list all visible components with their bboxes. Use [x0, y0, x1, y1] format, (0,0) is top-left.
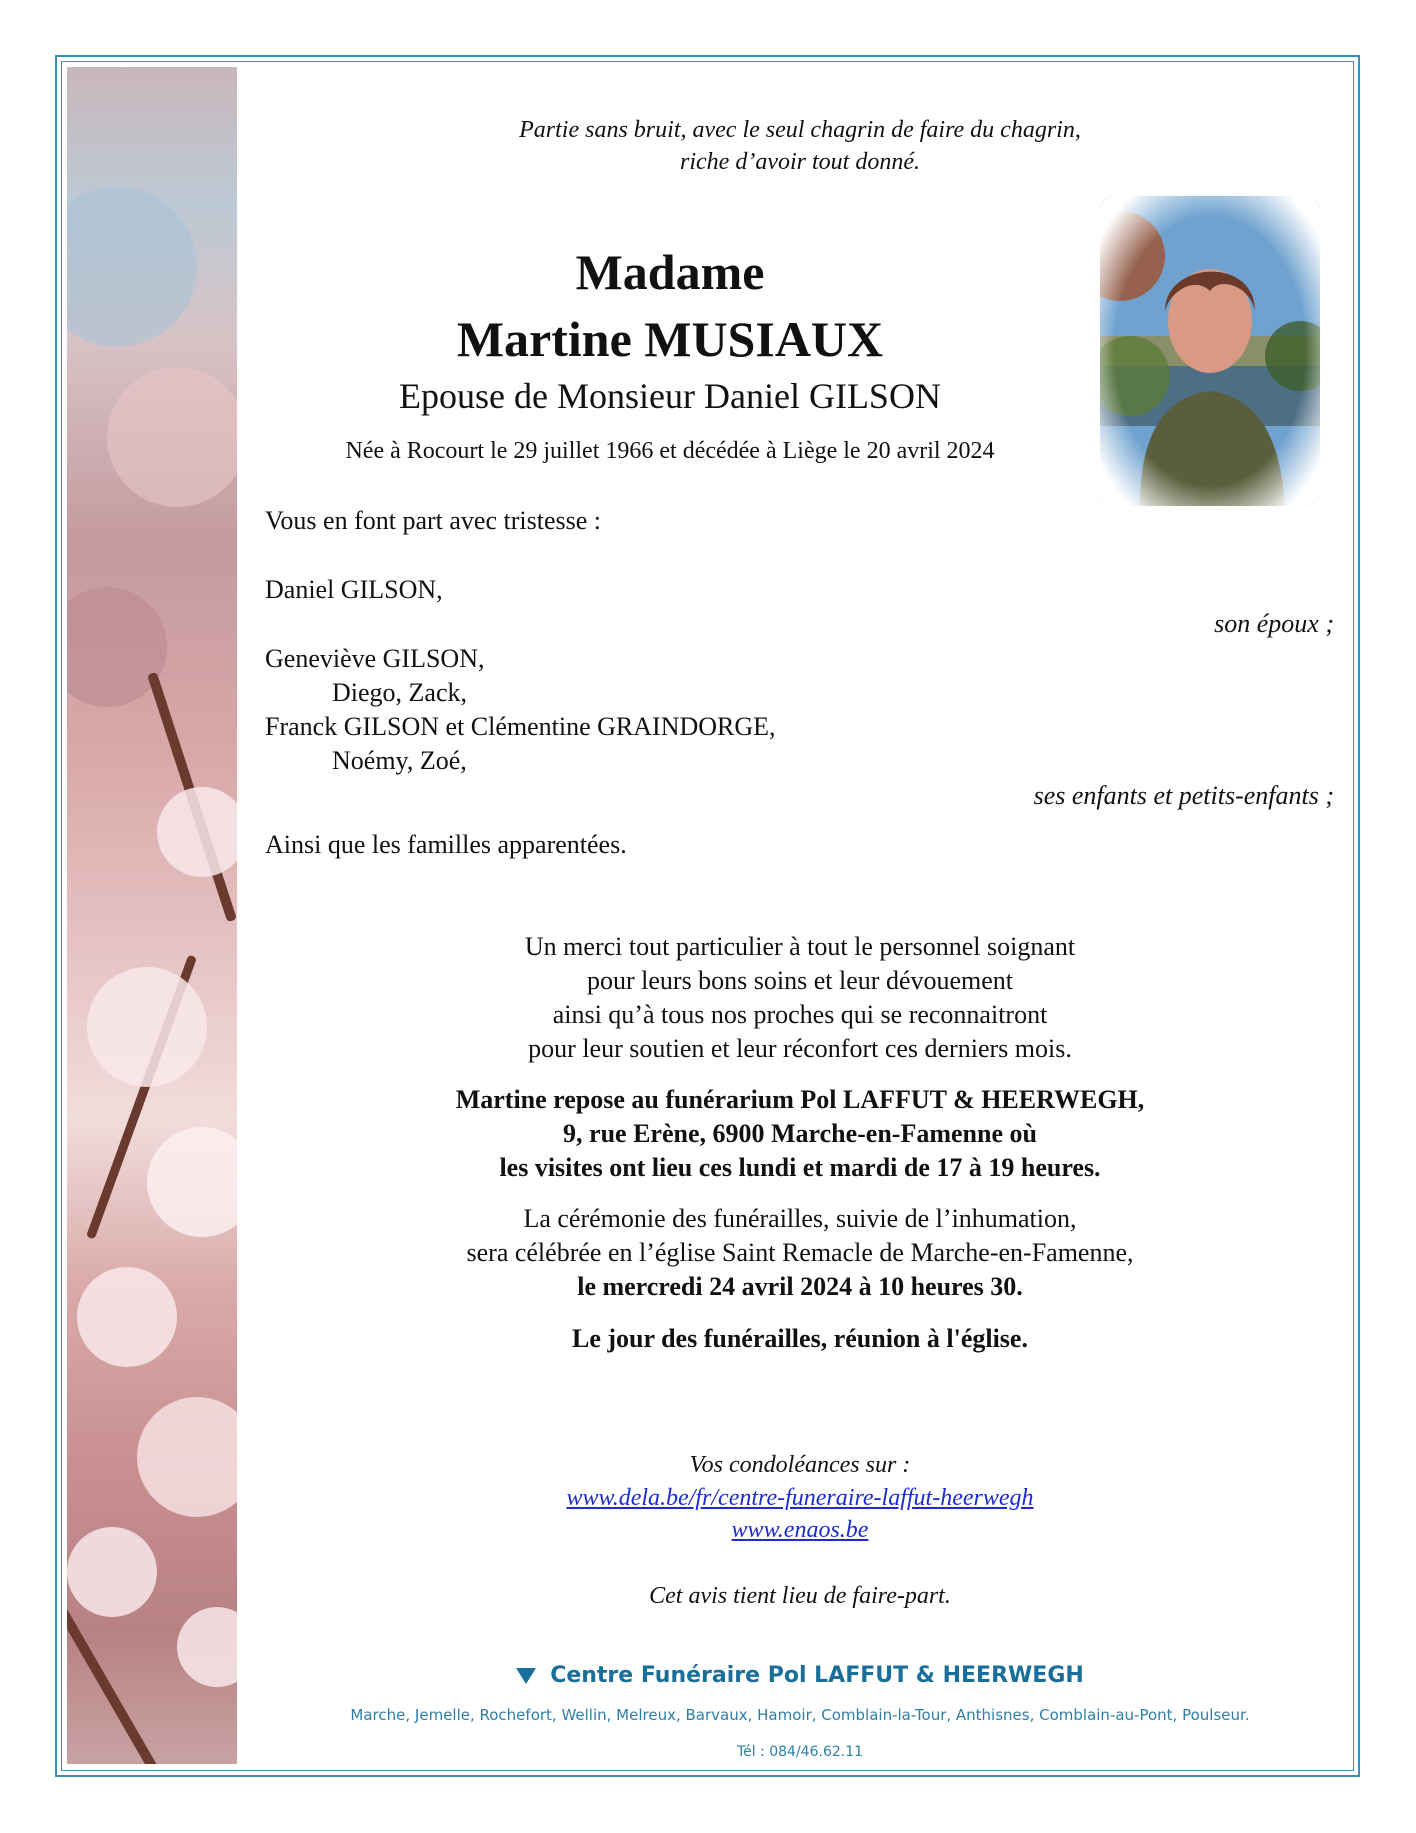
child-line: Franck GILSON et Clémentine GRAINDORGE, [265, 712, 776, 741]
thanks-line: Un merci tout particulier à tout le personnel soignant [524, 932, 1076, 961]
grandchildren-line: Diego, Zack, [332, 678, 468, 707]
funerarium-paragraph [260, 1083, 1340, 1185]
epitaph-quote [260, 114, 1340, 178]
quote-line-2: riche d’avoir tout donné. [680, 149, 920, 175]
funeral-home-name [260, 1663, 1340, 1688]
meeting-note: Le jour des funérailles, réunion à l'église. [572, 1324, 1028, 1353]
funerarium-line: 9, rue Erène, 6900 Marche-en-Famenne où [563, 1119, 1037, 1148]
notice-text: Cet avis tient lieu de faire-part. [649, 1583, 951, 1609]
funeral-home-towns: Marche, Jemelle, Rochefort, Wellin, Melreux, Barvaux, Hamoir, Comblain-la-Tour, Anthisnes, Comblain-au-Pont, Poulseur. [350, 1706, 1250, 1724]
thanks-line: pour leur soutien et leur réconfort ces derniers mois. [528, 1034, 1072, 1063]
condolences-link-dela[interactable]: www.dela.be/fr/centre-funeraire-laffut-heerwegh [566, 1485, 1034, 1511]
funerarium-line: Martine repose au funérarium Pol LAFFUT & HEERWEGH, [455, 1085, 1145, 1114]
spouse-role: son époux ; [1214, 609, 1334, 638]
triangle-down-icon [516, 1668, 536, 1684]
child-line: Geneviève GILSON, [265, 644, 485, 673]
grandchildren-line: Noémy, Zoé, [332, 746, 467, 775]
children-role: ses enfants et petits-enfants ; [1033, 781, 1334, 810]
spouse-line: Epouse de Monsieur Daniel GILSON [399, 376, 941, 416]
family-intro: Vous en font part avec tristesse : [265, 506, 601, 535]
condolences-label: Vos condoléances sur : [689, 1452, 911, 1478]
thanks-line: pour leurs bons soins et leur dévouement [586, 966, 1014, 995]
birth-death-line: Née à Rocourt le 29 juillet 1966 et décédée à Liège le 20 avril 2024 [345, 438, 995, 464]
funeral-home-label: Centre Funéraire Pol LAFFUT & HEERWEGH [550, 1663, 1084, 1688]
ceremony-line-1: La cérémonie des funérailles, suivie de l’inhumation, [523, 1204, 1077, 1233]
ceremony-paragraph [260, 1202, 1340, 1304]
deceased-title: Madame [575, 244, 765, 300]
funerarium-line: les visites ont lieu ces lundi et mardi de 17 à 19 heures. [499, 1153, 1101, 1182]
thanks-line: ainsi qu’à tous nos proches qui se reconnaitront [552, 1000, 1048, 1029]
portrait-photo [1100, 196, 1320, 506]
extended-family: Ainsi que les familles apparentées. [265, 830, 627, 859]
floral-side-image [67, 67, 237, 1764]
ceremony-line-2: sera célébrée en l’église Saint Remacle de Marche-en-Famenne, [466, 1238, 1134, 1267]
ceremony-date: le mercredi 24 avril 2024 à 10 heures 30. [577, 1272, 1023, 1301]
funeral-home-phone: Tél : 084/46.62.11 [736, 1744, 864, 1760]
spouse-name: Daniel GILSON, [265, 575, 443, 604]
quote-line-1: Partie sans bruit, avec le seul chagrin de faire du chagrin, [519, 117, 1081, 143]
deceased-name: Martine MUSIAUX [456, 311, 884, 367]
condolences-link-enaos[interactable]: www.enaos.be [731, 1517, 869, 1543]
thanks-paragraph [260, 930, 1340, 1066]
